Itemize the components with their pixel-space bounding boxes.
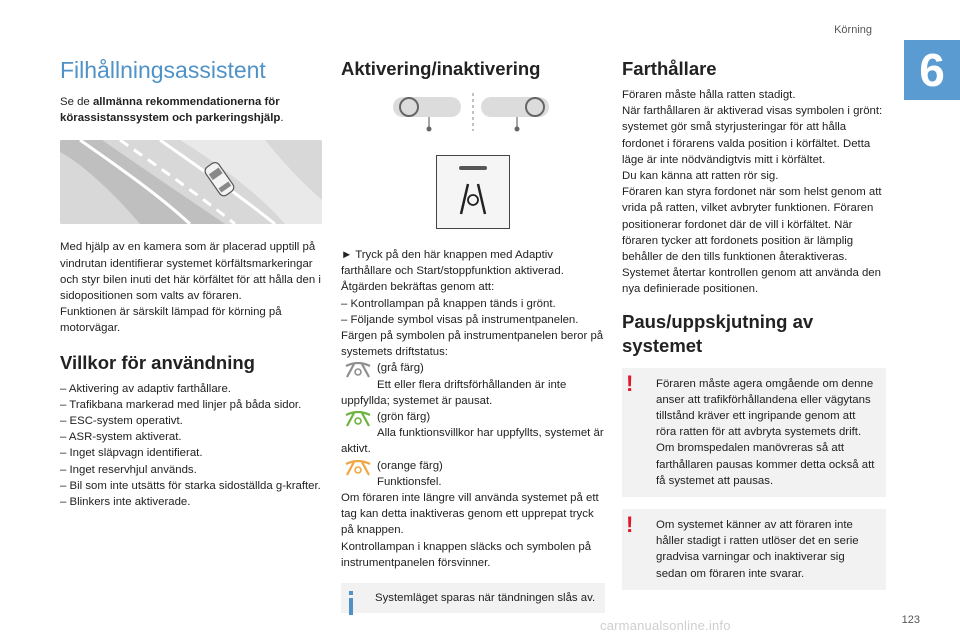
instruction-step: ► Tryck på den här knappen med Adaptiv farthållare och Start/stoppfunktion aktiverad. xyxy=(341,249,564,278)
deactivate-text-2: Kontrollampan i knappen släcks och symbolen på instrumentpanelen försvinner. xyxy=(341,540,592,569)
page-number: 123 xyxy=(901,614,920,626)
info-box xyxy=(341,583,605,613)
warning-text-1: Föraren måste agera omgående om denne anser att trafikförhållandena eller vägytans tillstånd kräver ett ingripande genom att röra ratten för att avbryta systemets drift. Om bromspedalen manövreras så att farthållaren pausas kommer detta också att få systemet att pausas. xyxy=(656,377,875,487)
road-illustration xyxy=(60,140,322,224)
page-title: Filhållningsassistent xyxy=(60,57,266,83)
intro-prefix: Se de xyxy=(60,96,93,108)
lane-gray-icon xyxy=(344,362,372,378)
lane-green-icon xyxy=(344,411,372,427)
conditions-heading: Villkor för användning xyxy=(60,351,255,373)
body-text-1: Med hjälp av en kamera som är placerad upptill på vindrutan identifierar systemet körfältsmarkeringar och styr bilen inuti det här körfältet för att hålla den i sidopositionen som valts av föraren. xyxy=(60,241,321,303)
cruise-para-4: Föraren kan styra fordonet när som helst genom att vrida på ratten, vilket avbryter funktionen. Föraren positionerar fordonet där de vill i körfältet. När föraren tycker att fordonets position är lämplig behåller de den tills funktionen återaktiveras. Systemet återtar kontrollen genom att använda den nya definierade positionen. xyxy=(622,186,882,296)
instruction-item: – Följande symbol visas på instrumentpanelen. xyxy=(341,313,579,326)
status-gray xyxy=(341,360,605,409)
condition-item: – Trafikbana markerad med linjer på båda sidor. xyxy=(60,398,302,411)
chapter-number: 6 xyxy=(904,40,960,100)
steering-wheel-illustration xyxy=(341,91,605,145)
cruise-para-3: Du kan känna att ratten rör sig. xyxy=(622,170,779,183)
warning-icon: ! xyxy=(626,512,634,538)
warning-text-2: Om systemet känner av att föraren inte håller stadigt i ratten utlöser det en serie gradvisa varningar och inaktiverar sig sedan om föraren inte svarar. xyxy=(656,519,859,580)
cruise-heading: Farthållare xyxy=(622,58,717,79)
info-icon xyxy=(347,591,355,615)
intro-paragraph xyxy=(60,94,322,126)
lane-orange-icon xyxy=(344,460,372,476)
body-text-2: Funktionen är särskilt lämpad för körning på motorvägar. xyxy=(60,306,282,335)
status-text: Ett eller flera driftsförhållanden är inte uppfyllda; systemet är pausat. xyxy=(341,378,567,407)
watermark: carmanualsonline.info xyxy=(600,618,731,633)
instruction-colors: Färgen på symbolen på instrumentpanelen beror på systemets driftstatus: xyxy=(341,330,604,359)
road-curve-graphic xyxy=(60,140,322,224)
status-color-label: (orange färg) xyxy=(377,459,443,472)
info-text: Systemläget sparas när tändningen slås av. xyxy=(375,592,596,605)
lane-assist-icon xyxy=(437,156,509,228)
steering-wheel-icons xyxy=(341,91,605,145)
instruction-item: – Kontrollampan på knappen tänds i grönt. xyxy=(341,297,556,310)
deactivate-text: Om föraren inte längre vill använda systemet på ett tag kan detta inaktiveras genom ett upprepat tryck på knappen. xyxy=(341,492,599,537)
warning-icon: ! xyxy=(626,370,634,396)
cruise-para-1: Föraren måste hålla ratten stadigt. xyxy=(622,89,796,101)
intro-suffix: . xyxy=(280,112,284,125)
condition-item: – Bil som inte utsätts för starka sidoställda g-krafter. xyxy=(60,479,321,492)
status-color-label: (grön färg) xyxy=(377,411,431,424)
pause-heading: Paus/uppskjutning av systemet xyxy=(622,310,814,356)
condition-item: – Inget reservhjul används. xyxy=(60,463,197,476)
instruction-confirm: Åtgärden bekräftas genom att: xyxy=(341,281,495,294)
condition-item: – Inget släpvagn identifierat. xyxy=(60,447,203,460)
status-text: Funktionsfel. xyxy=(377,475,442,488)
condition-item: – ESC-system operativt. xyxy=(60,415,183,428)
status-green xyxy=(341,409,605,458)
lane-assist-button-icon xyxy=(436,155,510,229)
section-title: Körning xyxy=(834,24,872,36)
status-color-label: (grå färg) xyxy=(377,362,424,375)
condition-item: – Blinkers inte aktiverade. xyxy=(60,496,191,509)
warning-box-1 xyxy=(622,368,886,497)
condition-item: – Aktivering av adaptiv farthållare. xyxy=(60,382,231,395)
column-cruise xyxy=(622,52,886,590)
activation-heading: Aktivering/inaktivering xyxy=(341,58,541,79)
status-text: Alla funktionsvillkor har uppfyllts, systemet är aktivt. xyxy=(341,427,604,456)
cruise-para-2: När farthållaren är aktiverad visas symbolen i grönt: systemet gör små styrjusteringar för att hålla fordonet i förarens valda position i körfältet. Detta läge är inte nödvändigtvis mitt i körfältet. xyxy=(622,105,883,166)
intro-bold: allmänna rekommendationerna för körassistanssystem och parkeringshjälp xyxy=(60,96,281,125)
condition-item: – ASR-system aktiverat. xyxy=(60,431,182,444)
warning-box-2 xyxy=(622,509,886,590)
column-activation xyxy=(341,52,605,613)
status-orange xyxy=(341,458,605,490)
column-lane-assist xyxy=(60,52,322,510)
